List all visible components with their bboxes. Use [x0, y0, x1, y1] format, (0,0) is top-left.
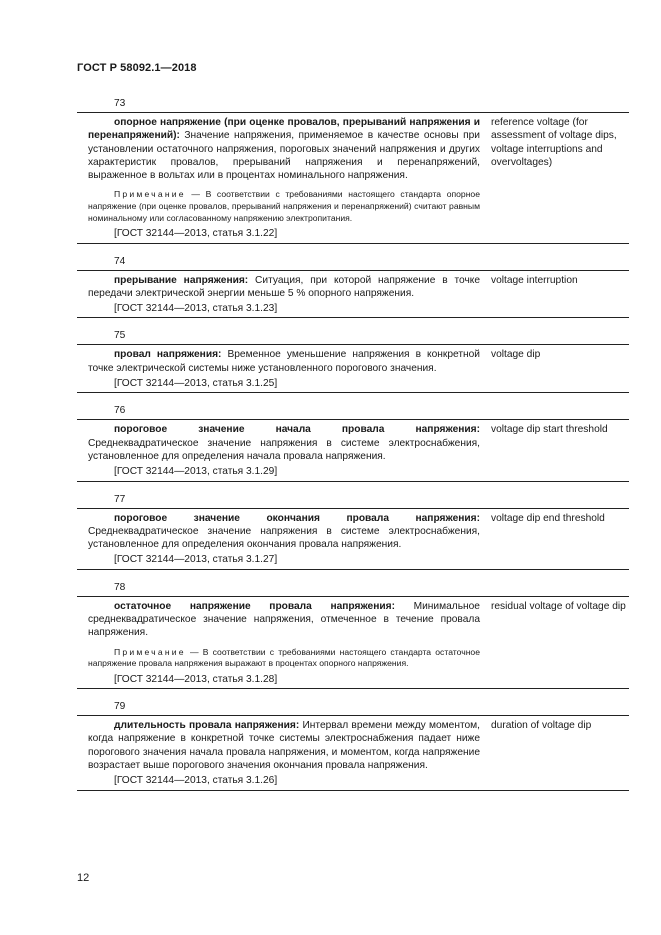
- term-number: 78: [114, 581, 126, 593]
- term-source: [ГОСТ 32144—2013, статья 3.1.27]: [114, 554, 278, 566]
- term-name: пороговое значение окончания провала напряжения:: [114, 512, 480, 524]
- term-number: 79: [114, 701, 126, 713]
- definition-text: Значение напряжения, применяемое в качестве основы при установлении остаточного напряжения, пороговых значений напряжения и других характеристик провалов, прерываний напряжения и перенапряжений, выраженное в вольтах или в процентах номинального напряжения.: [88, 130, 480, 182]
- term-definition: [88, 719, 480, 772]
- term-definition: [88, 116, 480, 182]
- russian-column: [77, 600, 480, 686]
- term-source: [ГОСТ 32144—2013, статья 3.1.28]: [114, 673, 278, 685]
- english-term: voltage interruption: [491, 274, 578, 286]
- english-term: duration of voltage dip: [491, 720, 592, 732]
- term-definition: [88, 423, 480, 463]
- note-label: Примечание: [114, 189, 186, 200]
- term-number: 73: [114, 98, 126, 109]
- english-term: voltage dip end threshold: [491, 512, 605, 524]
- page-number: 12: [77, 872, 90, 884]
- term-name: длительность провала напряжения:: [114, 720, 300, 732]
- english-term: voltage dip: [491, 349, 541, 361]
- term-entry: [77, 419, 629, 481]
- term-number: 74: [114, 255, 126, 267]
- note-label: Примечание: [114, 646, 186, 657]
- term-name: остаточное напряжение провала напряжения:: [114, 600, 395, 612]
- term-number: 77: [114, 493, 126, 505]
- term-definition: [88, 348, 480, 375]
- term-definition: [88, 600, 480, 640]
- note-text: — В соответствии с требованиями настоящего стандарта опорное напряжение (при оценке провалов, прерываний напряжения и перенапряжений) считают равным номинальному или согласованному напряжению электропитания.: [88, 189, 480, 223]
- term-entry: [77, 270, 629, 319]
- term-entry: [77, 112, 629, 244]
- term-name: опорное напряжение (при оценке провалов, прерываний напряжения и перенапряжений):: [88, 117, 480, 142]
- term-name: прерывание напряжения:: [114, 274, 249, 286]
- term-source: [ГОСТ 32144—2013, статья 3.1.25]: [114, 378, 278, 390]
- definition-text: Интервал времени между моментом, когда напряжение в конкретной точке системы электроснабжения падает ниже порогового значения начала провала напряжения, и моментом, когда напряжение возрастает выше порогового значения окончания провала напряжения.: [88, 720, 480, 771]
- term-definition: [88, 512, 480, 552]
- term-number: 75: [114, 330, 126, 342]
- definition-text: Среднеквадратическое значение напряжения в системе электроснабжения, установленное для определения начала провала напряжения.: [88, 437, 480, 462]
- term-note: [88, 647, 480, 670]
- russian-column: [77, 512, 480, 567]
- russian-column: [77, 719, 480, 787]
- definition-text: Среднеквадратическое значение напряжения в системе электроснабжения, установленное для определения окончания провала напряжения.: [88, 525, 480, 551]
- term-source: [ГОСТ 32144—2013, статья 3.1.26]: [114, 775, 278, 787]
- page-header: ГОСТ Р 58092.1—2018: [77, 62, 197, 74]
- russian-column: [77, 348, 480, 390]
- english-term: residual voltage of voltage dip: [491, 600, 626, 612]
- term-entry: [77, 596, 629, 689]
- russian-column: [77, 116, 480, 241]
- note-text: — В соответствии с требованиями настоящего стандарта остаточное напряжение провала напряжения выражают в процентах опорного напряжения.: [88, 646, 480, 669]
- russian-column: [77, 423, 480, 478]
- term-definition: [88, 274, 480, 301]
- term-entry: [77, 508, 629, 570]
- term-number: 76: [114, 405, 126, 417]
- term-entry: [77, 715, 629, 790]
- term-entry: [77, 344, 629, 393]
- english-term: reference voltage (for assessment of voltage dips, voltage interruptions and overvoltages): [491, 117, 617, 168]
- definition-text: Временное уменьшение напряжения в конкретной точке электрической системы ниже установленного порогового значения.: [88, 349, 480, 374]
- term-name: пороговое значение начала провала напряжения:: [114, 424, 480, 436]
- definition-text: Минимальное среднеквадратическое значение напряжения, отмеченное в течение провала напряжения.: [88, 600, 480, 639]
- term-source: [ГОСТ 32144—2013, статья 3.1.23]: [114, 303, 278, 315]
- russian-column: [77, 274, 480, 316]
- term-source: [ГОСТ 32144—2013, статья 3.1.29]: [114, 466, 278, 478]
- term-source: [ГОСТ 32144—2013, статья 3.1.22]: [114, 228, 278, 240]
- definition-text: Ситуация, при которой напряжение в точке передачи электрической энергии меньше 5 % опорного напряжения.: [88, 274, 481, 299]
- english-term: voltage dip start threshold: [491, 424, 608, 436]
- terms-list: [77, 97, 629, 802]
- term-note: [88, 189, 480, 224]
- term-name: провал напряжения:: [114, 349, 222, 361]
